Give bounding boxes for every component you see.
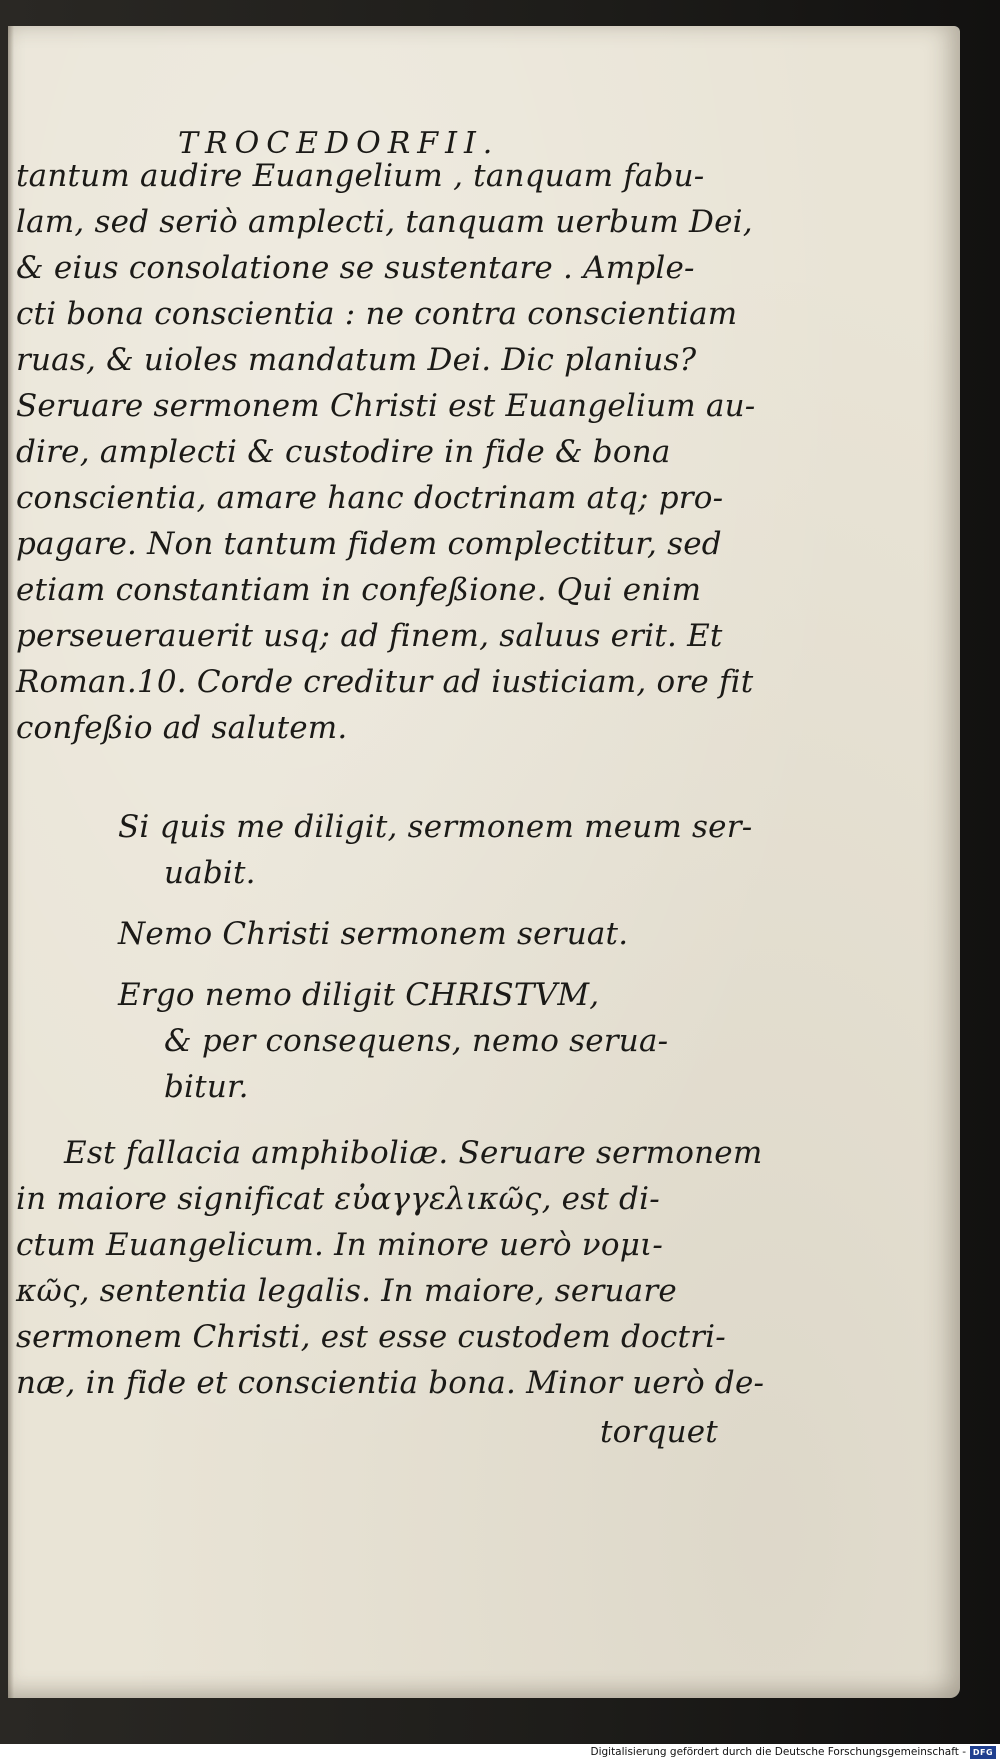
- page-gutter-shadow: [8, 26, 14, 1698]
- text-line: tantum audire Euangelium , tanquam fabu-: [16, 158, 705, 194]
- text-line: sermonem Christi, est esse custodem doctri-: [16, 1319, 726, 1355]
- text-line: Roman.10. Corde creditur ad iusticiam, ore fit: [16, 664, 754, 700]
- text-line: Seruare sermonem Christi est Euangelium au-: [16, 388, 756, 424]
- text-line: ctum Euangelicum. In minore uerò νομι-: [16, 1227, 664, 1263]
- running-head: TROCEDORFII.: [178, 126, 500, 161]
- book-page: [8, 26, 960, 1698]
- text-line: κῶς, sententia legalis. In maiore, seruare: [16, 1273, 677, 1309]
- footer-bar: [0, 1744, 1000, 1762]
- syllogism-conclusion: Ergo nemo diligit CHRISTVM,: [118, 977, 600, 1013]
- syllogism-minor: Nemo Christi sermonem seruat.: [118, 916, 629, 952]
- text-line: in maiore significat εὐαγγελικῶς, est di-: [16, 1181, 660, 1217]
- catchword: torquet: [600, 1414, 718, 1450]
- text-line: pagare. Non tantum fidem complectitur, sed: [16, 526, 722, 562]
- text-line: Est fallacia amphiboliæ. Seruare sermonem: [64, 1135, 763, 1171]
- text-line: lam, sed seriò amplecti, tanquam uerbum Dei,: [16, 204, 753, 240]
- syllogism-conclusion: & per consequens, nemo serua-: [164, 1023, 669, 1059]
- text-line: cti bona conscientia : ne contra conscientiam: [16, 296, 738, 332]
- syllogism-major: uabit.: [164, 855, 256, 891]
- footer-credit: Digitalisierung gefördert durch die Deutsche Forschungsgemeinschaft -: [590, 1746, 966, 1758]
- dfg-logo: DFG: [970, 1746, 996, 1759]
- syllogism-major: Si quis me diligit, sermonem meum ser-: [118, 809, 753, 845]
- text-line: perseuerauerit usq; ad finem, saluus erit. Et: [16, 618, 723, 654]
- text-line: & eius consolatione se sustentare . Ample-: [16, 250, 695, 286]
- text-line: confeßio ad salutem.: [16, 710, 348, 746]
- text-line: ruas, & uioles mandatum Dei. Dic planius?: [16, 342, 697, 378]
- syllogism-conclusion: bitur.: [164, 1069, 249, 1105]
- text-line: etiam constantiam in confeßione. Qui enim: [16, 572, 702, 608]
- text-line: conscientia, amare hanc doctrinam atq; pro-: [16, 480, 724, 516]
- text-line: dire, amplecti & custodire in fide & bona: [16, 434, 671, 470]
- text-line: næ, in fide et conscientia bona. Minor uerò de-: [16, 1365, 765, 1401]
